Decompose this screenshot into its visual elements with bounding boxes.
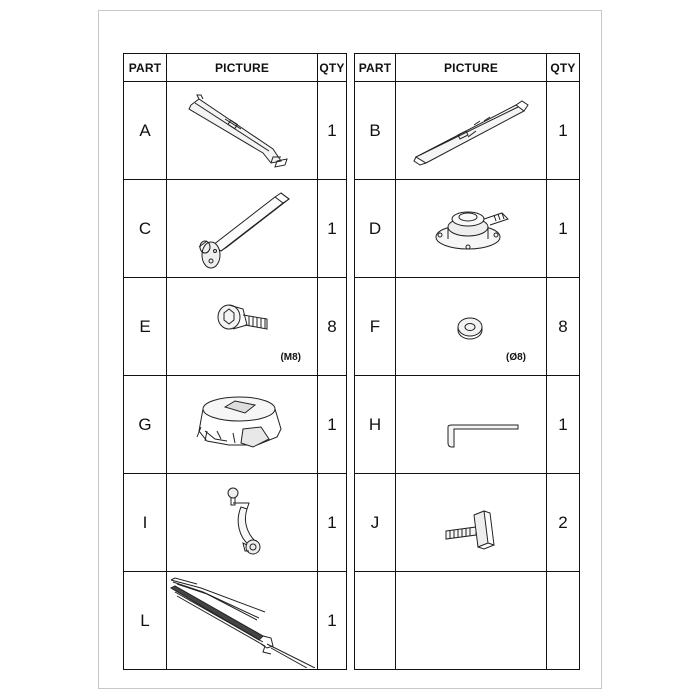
thumb-screw-icon (406, 483, 536, 563)
part-picture (396, 278, 547, 376)
rotation-hub-icon (406, 189, 536, 269)
header-part: PART (124, 54, 167, 82)
table-row (124, 572, 347, 670)
umbrella-canopy-icon (167, 574, 317, 668)
table-row (355, 474, 580, 572)
header-picture: PICTURE (167, 54, 318, 82)
part-qty: 8 (547, 278, 580, 376)
part-qty-empty (547, 572, 580, 670)
part-qty: 1 (547, 376, 580, 474)
part-letter: I (124, 474, 167, 572)
part-picture (167, 278, 318, 376)
table-row (124, 376, 347, 474)
part-qty: 1 (318, 376, 347, 474)
part-qty: 1 (318, 572, 347, 670)
table-row (355, 180, 580, 278)
size-note: (Ø8) (506, 352, 526, 363)
part-letter: B (355, 82, 396, 180)
table-row (124, 180, 347, 278)
part-letter: L (124, 572, 167, 670)
crank-handle-icon (177, 481, 307, 565)
part-letter: J (355, 474, 396, 572)
part-qty: 8 (318, 278, 347, 376)
part-letter-empty (355, 572, 396, 670)
table-row (124, 82, 347, 180)
part-picture (396, 376, 547, 474)
part-picture-empty (396, 572, 547, 670)
table-row (355, 82, 580, 180)
header-picture: PICTURE (396, 54, 547, 82)
part-qty: 1 (547, 82, 580, 180)
slider-rail-icon (177, 91, 307, 171)
part-qty: 1 (318, 474, 347, 572)
part-letter: E (124, 278, 167, 376)
part-picture (396, 82, 547, 180)
part-picture (167, 376, 318, 474)
part-picture (167, 82, 318, 180)
part-picture (167, 180, 318, 278)
part-letter: H (355, 376, 396, 474)
size-note: (M8) (280, 352, 301, 363)
part-picture (396, 180, 547, 278)
square-tube-post-icon (177, 187, 307, 271)
header-qty: QTY (318, 54, 347, 82)
part-letter: D (355, 180, 396, 278)
header-qty: QTY (547, 54, 580, 82)
part-letter: G (124, 376, 167, 474)
part-letter: C (124, 180, 167, 278)
table-row (124, 474, 347, 572)
table-row (124, 278, 347, 376)
table-row (355, 572, 580, 670)
parts-table-left (123, 53, 347, 670)
part-picture (167, 572, 318, 670)
part-qty: 1 (318, 180, 347, 278)
allen-key-icon (406, 385, 536, 465)
table-row (355, 278, 580, 376)
header-row (124, 54, 347, 82)
part-letter: A (124, 82, 167, 180)
base-mount-icon (177, 385, 307, 465)
part-qty: 1 (318, 82, 347, 180)
table-row (355, 376, 580, 474)
part-qty: 1 (547, 180, 580, 278)
part-picture (396, 474, 547, 572)
part-picture (167, 474, 318, 572)
header-row (355, 54, 580, 82)
parts-table-right (354, 53, 580, 670)
slider-rail-icon (406, 91, 536, 171)
part-qty: 2 (547, 474, 580, 572)
part-letter: F (355, 278, 396, 376)
header-part: PART (355, 54, 396, 82)
